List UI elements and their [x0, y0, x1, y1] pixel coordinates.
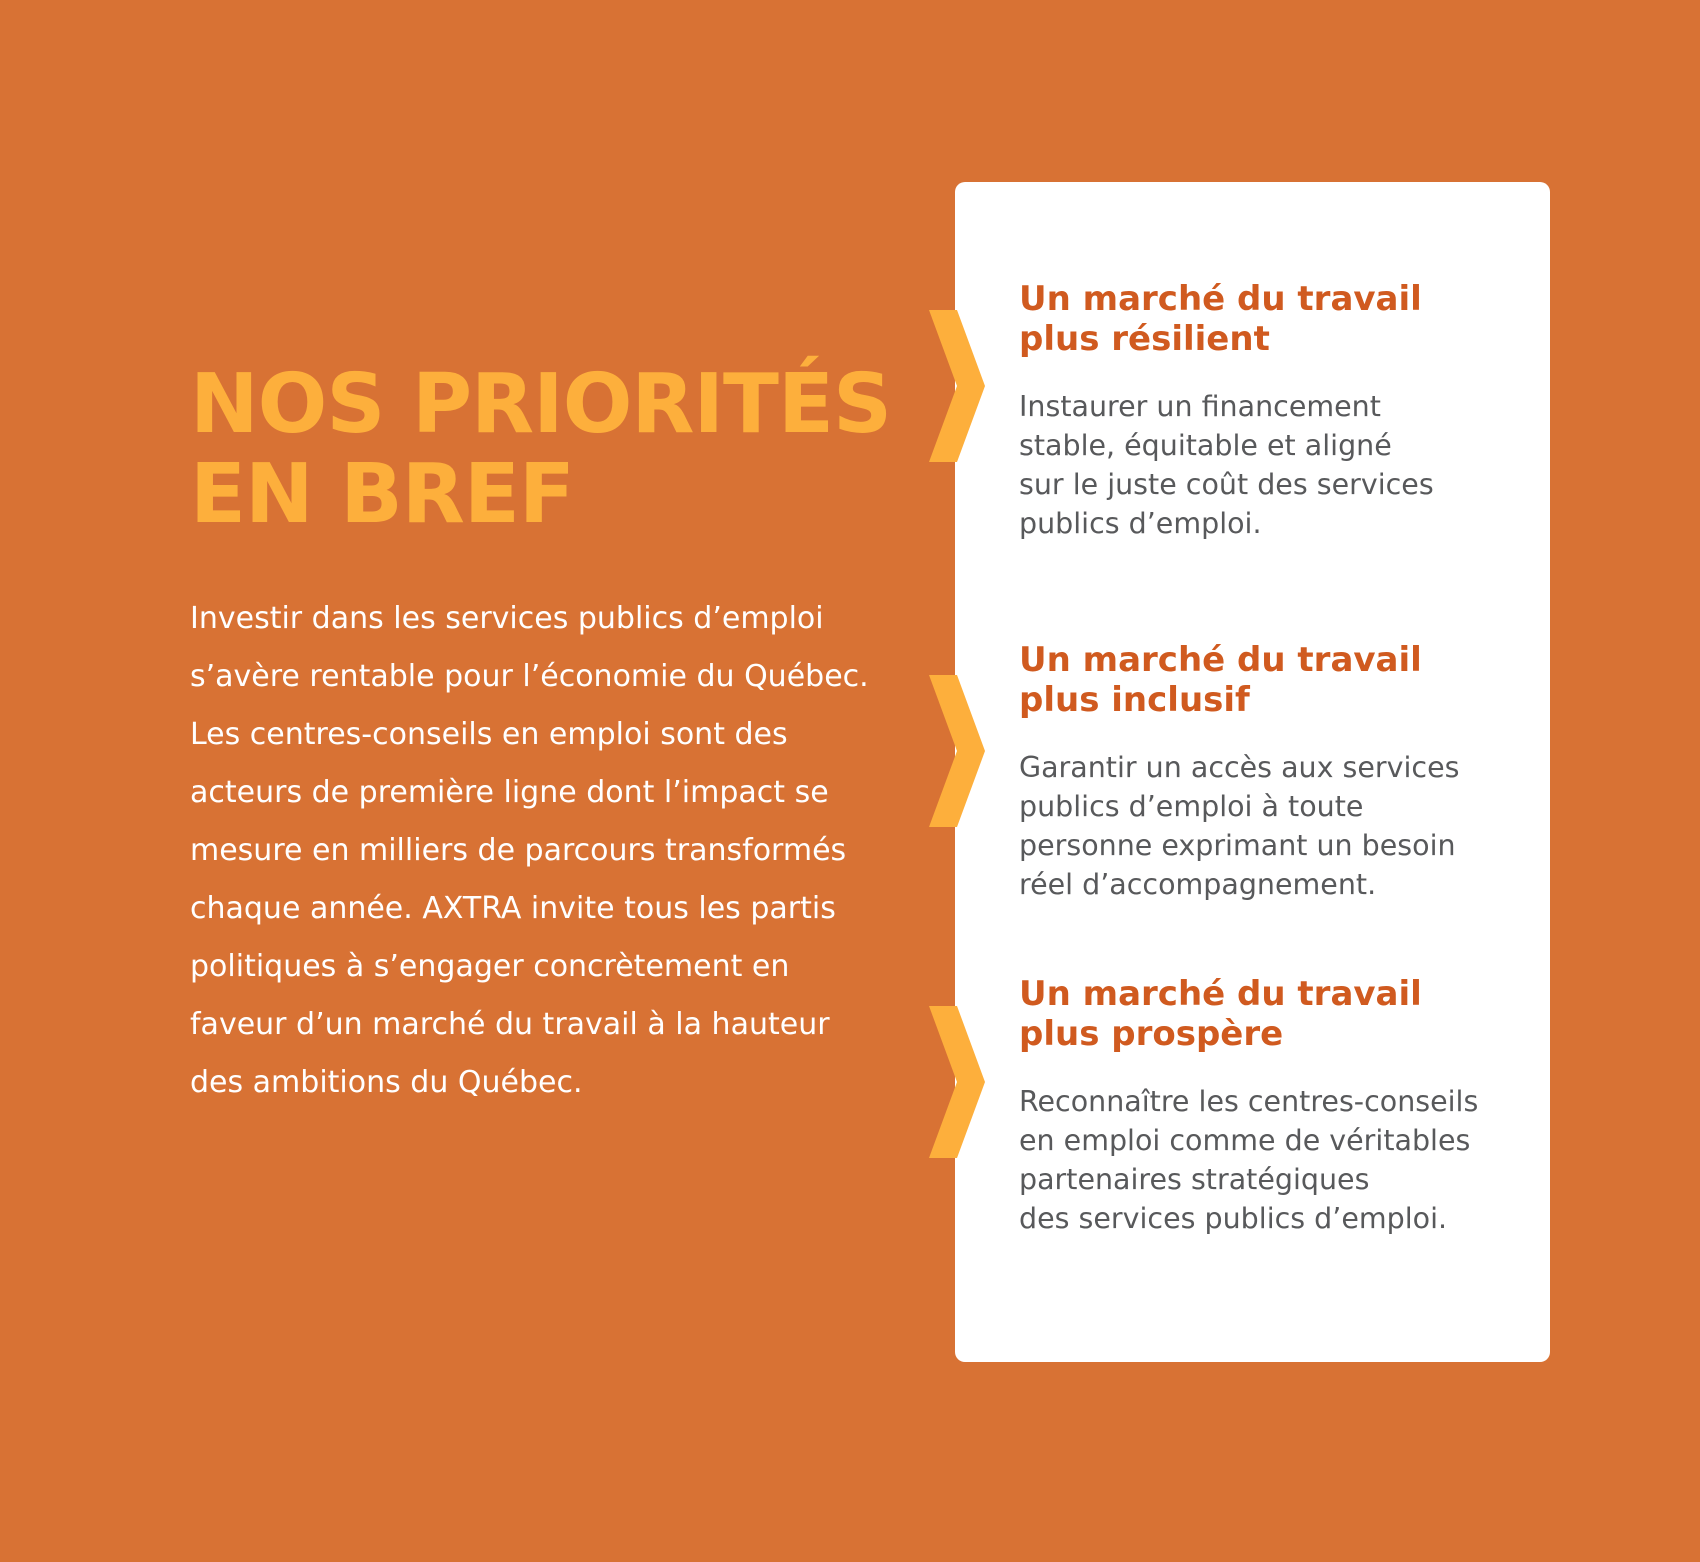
chevron-right-icon [927, 1006, 985, 1158]
priority-item-resilient [1019, 279, 1539, 543]
priority-heading-line-2: plus résilient [1019, 319, 1270, 359]
priority-description: Garantir un accès aux services publics d’emploi à toute personne exprimant un besoin réel d’accompagnement. [1019, 751, 1460, 901]
intro-paragraph: Investir dans les services publics d’emploi s’avère rentable pour l’économie du Québec. Les centres-conseils en emploi sont des acteurs de première ligne dont l’impact se mesure en milliers de parcours transformés chaque année. AXTRA invite tous les partis politiques à s’engager concrètement en faveur d’un marché du travail à la hauteur des ambitions du Québec. [190, 601, 869, 1100]
priority-description: Reconnaître les centres-conseils en emploi comme de véritables partenaires stratégiques des services publics d’emploi. [1019, 1085, 1479, 1235]
priority-heading [1019, 279, 1539, 359]
priority-description: Instaurer un financement stable, équitable et aligné sur le juste coût des services publics d’emploi. [1019, 390, 1434, 540]
page-title-line-1: NOS PRIORITÉS [190, 357, 892, 452]
priority-item-inclusive [1019, 640, 1539, 904]
priority-heading-line-2: plus inclusif [1019, 680, 1250, 720]
priority-heading-line-1: Un marché du travail [1019, 974, 1422, 1014]
priority-item-prosperous [1019, 974, 1539, 1238]
priority-heading [1019, 640, 1539, 720]
chevron-right-icon [927, 310, 985, 462]
page-title [190, 357, 892, 542]
priority-heading-line-1: Un marché du travail [1019, 279, 1422, 319]
page-title-line-2: EN BREF [190, 447, 574, 542]
chevron-right-icon [927, 675, 985, 827]
priority-heading [1019, 974, 1539, 1054]
priority-heading-line-1: Un marché du travail [1019, 640, 1422, 680]
priority-heading-line-2: plus prospère [1019, 1014, 1284, 1054]
